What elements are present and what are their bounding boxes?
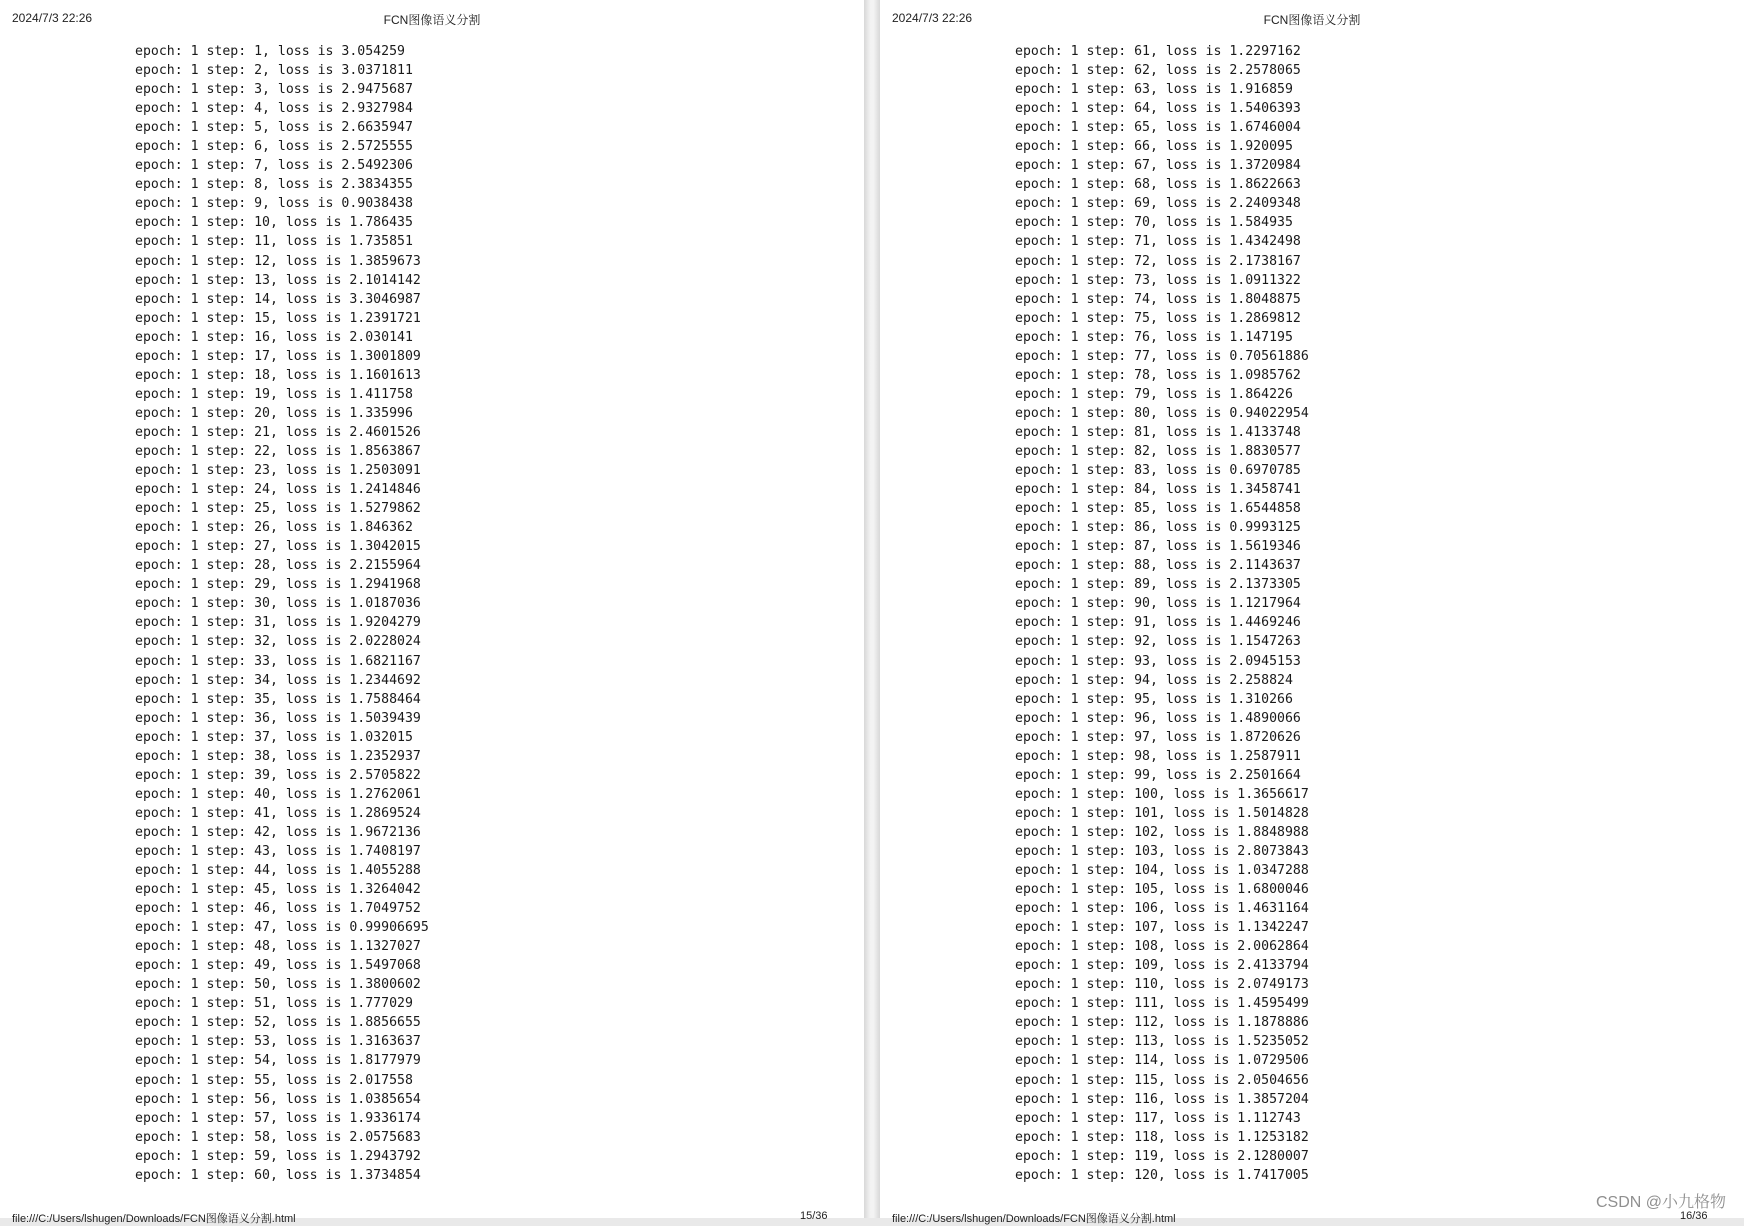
log-line: epoch: 1 step: 120, loss is 1.7417005 [1015, 1167, 1309, 1183]
log-line: epoch: 1 step: 97, loss is 1.8720626 [1015, 729, 1301, 745]
page-footer-path: file:///C:/Users/lshugen/Downloads/FCN图像语义分割.html [12, 1213, 296, 1225]
log-line: epoch: 1 step: 27, loss is 1.3042015 [135, 539, 421, 555]
log-line: epoch: 1 step: 82, loss is 1.8830577 [1015, 443, 1301, 459]
log-line: epoch: 1 step: 18, loss is 1.1601613 [135, 367, 421, 383]
log-line: epoch: 1 step: 106, loss is 1.4631164 [1015, 901, 1309, 917]
log-line: epoch: 1 step: 25, loss is 1.5279862 [135, 501, 421, 517]
log-line: epoch: 1 step: 16, loss is 2.030141 [135, 329, 413, 345]
training-log [1015, 42, 1309, 1185]
log-line: epoch: 1 step: 74, loss is 1.8048875 [1015, 291, 1301, 307]
log-line: epoch: 1 step: 104, loss is 1.0347288 [1015, 863, 1309, 879]
log-line: epoch: 1 step: 4, loss is 2.9327984 [135, 101, 413, 117]
log-line: epoch: 1 step: 91, loss is 1.4469246 [1015, 615, 1301, 631]
log-line: epoch: 1 step: 71, loss is 1.4342498 [1015, 234, 1301, 250]
log-line: epoch: 1 step: 96, loss is 1.4890066 [1015, 710, 1301, 726]
log-line: epoch: 1 step: 87, loss is 1.5619346 [1015, 539, 1301, 555]
log-line: epoch: 1 step: 32, loss is 2.0228024 [135, 634, 421, 650]
log-line: epoch: 1 step: 22, loss is 1.8563867 [135, 443, 421, 459]
log-line: epoch: 1 step: 48, loss is 1.1327027 [135, 939, 421, 955]
log-line: epoch: 1 step: 50, loss is 1.3800602 [135, 977, 421, 993]
log-line: epoch: 1 step: 69, loss is 2.2409348 [1015, 196, 1301, 212]
log-line: epoch: 1 step: 76, loss is 1.147195 [1015, 329, 1293, 345]
log-line: epoch: 1 step: 26, loss is 1.846362 [135, 520, 413, 536]
log-line: epoch: 1 step: 113, loss is 1.5235052 [1015, 1034, 1309, 1050]
log-line: epoch: 1 step: 17, loss is 1.3001809 [135, 348, 421, 364]
log-line: epoch: 1 step: 103, loss is 2.8073843 [1015, 843, 1309, 859]
log-line: epoch: 1 step: 64, loss is 1.5406393 [1015, 101, 1301, 117]
log-line: epoch: 1 step: 53, loss is 1.3163637 [135, 1034, 421, 1050]
log-line: epoch: 1 step: 111, loss is 1.4595499 [1015, 996, 1309, 1012]
log-line: epoch: 1 step: 110, loss is 2.0749173 [1015, 977, 1309, 993]
log-line: epoch: 1 step: 88, loss is 2.1143637 [1015, 558, 1301, 574]
log-line: epoch: 1 step: 61, loss is 1.2297162 [1015, 44, 1301, 59]
log-line: epoch: 1 step: 102, loss is 1.8848988 [1015, 824, 1309, 840]
log-line: epoch: 1 step: 58, loss is 2.0575683 [135, 1129, 421, 1145]
log-line: epoch: 1 step: 77, loss is 0.70561886 [1015, 348, 1309, 364]
log-line: epoch: 1 step: 55, loss is 2.017558 [135, 1072, 413, 1088]
log-line: epoch: 1 step: 72, loss is 2.1738167 [1015, 253, 1301, 269]
log-line: epoch: 1 step: 114, loss is 1.0729506 [1015, 1053, 1309, 1069]
log-line: epoch: 1 step: 66, loss is 1.920095 [1015, 139, 1293, 155]
log-line: epoch: 1 step: 2, loss is 3.0371811 [135, 63, 413, 79]
log-line: epoch: 1 step: 5, loss is 2.6635947 [135, 120, 413, 136]
log-line: epoch: 1 step: 98, loss is 1.2587911 [1015, 748, 1301, 764]
log-line: epoch: 1 step: 1, loss is 3.054259 [135, 44, 405, 59]
log-line: epoch: 1 step: 60, loss is 1.3734854 [135, 1167, 421, 1183]
log-line: epoch: 1 step: 84, loss is 1.3458741 [1015, 482, 1301, 498]
log-line: epoch: 1 step: 15, loss is 1.2391721 [135, 310, 421, 326]
log-line: epoch: 1 step: 92, loss is 1.1547263 [1015, 634, 1301, 650]
log-line: epoch: 1 step: 11, loss is 1.735851 [135, 234, 413, 250]
log-line: epoch: 1 step: 79, loss is 1.864226 [1015, 386, 1293, 402]
log-line: epoch: 1 step: 95, loss is 1.310266 [1015, 691, 1293, 707]
log-line: epoch: 1 step: 40, loss is 1.2762061 [135, 786, 421, 802]
log-line: epoch: 1 step: 12, loss is 1.3859673 [135, 253, 421, 269]
log-line: epoch: 1 step: 108, loss is 2.0062864 [1015, 939, 1309, 955]
pdf-page-15 [0, 0, 864, 1225]
log-line: epoch: 1 step: 85, loss is 1.6544858 [1015, 501, 1301, 517]
log-line: epoch: 1 step: 57, loss is 1.9336174 [135, 1110, 421, 1126]
page-header-date: 2024/7/3 22:26 [12, 11, 93, 25]
page-footer-number: 16/36 [1680, 1210, 1708, 1222]
log-line: epoch: 1 step: 42, loss is 1.9672136 [135, 824, 421, 840]
log-line: epoch: 1 step: 107, loss is 1.1342247 [1015, 920, 1309, 936]
log-line: epoch: 1 step: 28, loss is 2.2155964 [135, 558, 421, 574]
log-line: epoch: 1 step: 6, loss is 2.5725555 [135, 139, 413, 155]
log-line: epoch: 1 step: 35, loss is 1.7588464 [135, 691, 421, 707]
log-line: epoch: 1 step: 20, loss is 1.335996 [135, 405, 413, 421]
log-line: epoch: 1 step: 117, loss is 1.112743 [1015, 1110, 1301, 1126]
log-line: epoch: 1 step: 10, loss is 1.786435 [135, 215, 413, 231]
log-line: epoch: 1 step: 39, loss is 2.5705822 [135, 767, 421, 783]
log-line: epoch: 1 step: 78, loss is 1.0985762 [1015, 367, 1301, 383]
page-divider [864, 0, 880, 1218]
log-line: epoch: 1 step: 116, loss is 1.3857204 [1015, 1091, 1309, 1107]
page-footer-path: file:///C:/Users/lshugen/Downloads/FCN图像语义分割.html [892, 1213, 1176, 1225]
log-line: epoch: 1 step: 94, loss is 2.258824 [1015, 672, 1293, 688]
log-line: epoch: 1 step: 45, loss is 1.3264042 [135, 882, 421, 898]
training-log [135, 42, 429, 1185]
log-line: epoch: 1 step: 70, loss is 1.584935 [1015, 215, 1293, 231]
log-line: epoch: 1 step: 89, loss is 2.1373305 [1015, 577, 1301, 593]
log-line: epoch: 1 step: 52, loss is 1.8856655 [135, 1015, 421, 1031]
log-line: epoch: 1 step: 8, loss is 2.3834355 [135, 177, 413, 193]
log-line: epoch: 1 step: 19, loss is 1.411758 [135, 386, 413, 402]
log-line: epoch: 1 step: 46, loss is 1.7049752 [135, 901, 421, 917]
page-header-title: FCN图像语义分割 [1263, 13, 1361, 27]
pdf-page-16 [880, 0, 1744, 1225]
page-header-date: 2024/7/3 22:26 [892, 11, 973, 25]
log-line: epoch: 1 step: 62, loss is 2.2578065 [1015, 63, 1301, 79]
log-line: epoch: 1 step: 81, loss is 1.4133748 [1015, 424, 1301, 440]
log-line: epoch: 1 step: 34, loss is 1.2344692 [135, 672, 421, 688]
page-footer-number: 15/36 [800, 1210, 828, 1222]
log-line: epoch: 1 step: 54, loss is 1.8177979 [135, 1053, 421, 1069]
csdn-watermark: CSDN @小九格物 [1596, 1194, 1727, 1211]
log-line: epoch: 1 step: 115, loss is 2.0504656 [1015, 1072, 1309, 1088]
log-line: epoch: 1 step: 118, loss is 1.1253182 [1015, 1129, 1309, 1145]
log-line: epoch: 1 step: 24, loss is 1.2414846 [135, 482, 421, 498]
log-line: epoch: 1 step: 99, loss is 2.2501664 [1015, 767, 1301, 783]
log-line: epoch: 1 step: 75, loss is 1.2869812 [1015, 310, 1301, 326]
log-line: epoch: 1 step: 47, loss is 0.99906695 [135, 920, 429, 936]
log-line: epoch: 1 step: 33, loss is 1.6821167 [135, 653, 421, 669]
log-line: epoch: 1 step: 100, loss is 1.3656617 [1015, 786, 1309, 802]
log-line: epoch: 1 step: 93, loss is 2.0945153 [1015, 653, 1301, 669]
log-line: epoch: 1 step: 105, loss is 1.6800046 [1015, 882, 1309, 898]
log-line: epoch: 1 step: 41, loss is 1.2869524 [135, 805, 421, 821]
log-line: epoch: 1 step: 29, loss is 1.2941968 [135, 577, 421, 593]
log-line: epoch: 1 step: 23, loss is 1.2503091 [135, 463, 421, 479]
log-line: epoch: 1 step: 65, loss is 1.6746004 [1015, 120, 1301, 136]
log-line: epoch: 1 step: 59, loss is 1.2943792 [135, 1148, 421, 1164]
log-line: epoch: 1 step: 86, loss is 0.9993125 [1015, 520, 1301, 536]
log-line: epoch: 1 step: 3, loss is 2.9475687 [135, 82, 413, 98]
page-header-title: FCN图像语义分割 [383, 13, 481, 27]
log-line: epoch: 1 step: 7, loss is 2.5492306 [135, 158, 413, 174]
log-line: epoch: 1 step: 83, loss is 0.6970785 [1015, 463, 1301, 479]
log-line: epoch: 1 step: 51, loss is 1.777029 [135, 996, 413, 1012]
log-line: epoch: 1 step: 21, loss is 2.4601526 [135, 424, 421, 440]
log-line: epoch: 1 step: 90, loss is 1.1217964 [1015, 596, 1301, 612]
log-line: epoch: 1 step: 44, loss is 1.4055288 [135, 863, 421, 879]
log-line: epoch: 1 step: 56, loss is 1.0385654 [135, 1091, 421, 1107]
log-line: epoch: 1 step: 49, loss is 1.5497068 [135, 958, 421, 974]
log-line: epoch: 1 step: 13, loss is 2.1014142 [135, 272, 421, 288]
log-line: epoch: 1 step: 37, loss is 1.032015 [135, 729, 413, 745]
log-line: epoch: 1 step: 80, loss is 0.94022954 [1015, 405, 1309, 421]
log-line: epoch: 1 step: 30, loss is 1.0187036 [135, 596, 421, 612]
log-line: epoch: 1 step: 9, loss is 0.9038438 [135, 196, 413, 212]
log-line: epoch: 1 step: 112, loss is 1.1878886 [1015, 1015, 1309, 1031]
log-line: epoch: 1 step: 43, loss is 1.7408197 [135, 843, 421, 859]
log-line: epoch: 1 step: 31, loss is 1.9204279 [135, 615, 421, 631]
log-line: epoch: 1 step: 38, loss is 1.2352937 [135, 748, 421, 764]
log-line: epoch: 1 step: 73, loss is 1.0911322 [1015, 272, 1301, 288]
log-line: epoch: 1 step: 109, loss is 2.4133794 [1015, 958, 1309, 974]
log-line: epoch: 1 step: 14, loss is 3.3046987 [135, 291, 421, 307]
log-line: epoch: 1 step: 119, loss is 2.1280007 [1015, 1148, 1309, 1164]
log-line: epoch: 1 step: 67, loss is 1.3720984 [1015, 158, 1301, 174]
log-line: epoch: 1 step: 68, loss is 1.8622663 [1015, 177, 1301, 193]
log-line: epoch: 1 step: 36, loss is 1.5039439 [135, 710, 421, 726]
log-line: epoch: 1 step: 63, loss is 1.916859 [1015, 82, 1293, 98]
log-line: epoch: 1 step: 101, loss is 1.5014828 [1015, 805, 1309, 821]
